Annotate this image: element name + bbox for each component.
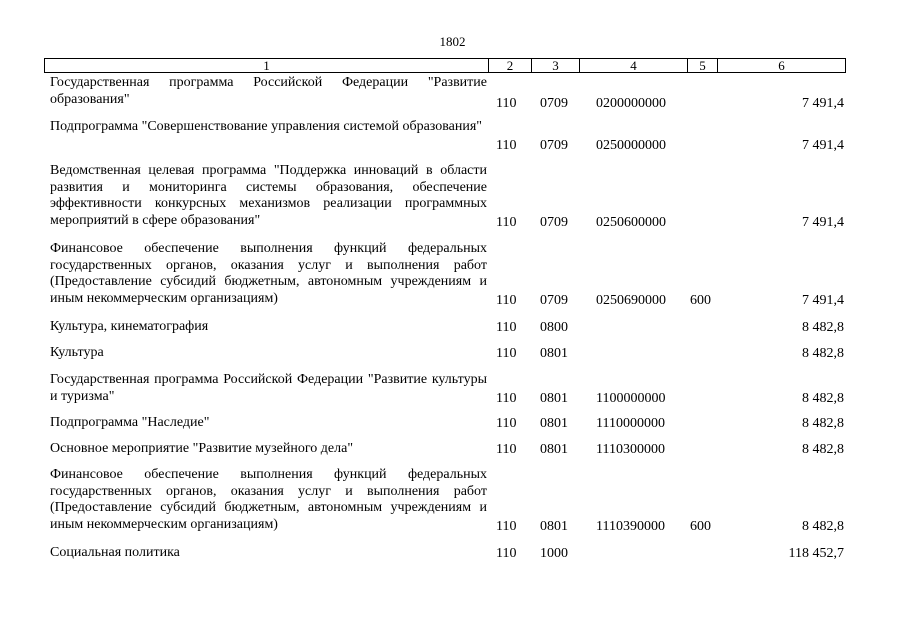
table-row [0,467,905,535]
row-col-6: 7 491,4 [802,292,844,308]
row-col-4: 1110390000 [596,518,665,534]
row-col-6: 7 491,4 [802,95,844,111]
row-col-4: 1110300000 [596,441,665,457]
row-col-6: 7 491,4 [802,137,844,153]
row-col-4: 1100000000 [596,390,666,406]
header-col-1: 1 [263,58,270,73]
row-description: Подпрограмма "Наследие" [50,415,210,430]
table-header [44,58,846,73]
header-col-5: 5 [699,58,706,73]
row-col-3: 0709 [540,214,568,230]
table-row [0,241,905,309]
row-col-2: 110 [496,545,517,561]
table-row [0,415,905,432]
row-description: Финансовое обеспечение выполнения функций федеральных государственных органов, оказания услуг и выполнения работ (Предоставление субсидий бюджетным, автономным учреждениям и иным некоммерческим организациям) [50,467,487,532]
row-col-3: 0801 [540,441,568,457]
row-col-6: 8 482,8 [802,518,844,534]
row-col-4: 0200000000 [596,95,666,111]
row-col-2: 110 [496,345,517,361]
table-row [0,372,905,407]
row-col-2: 110 [496,214,517,230]
table-row [0,75,905,112]
table-row [0,345,905,362]
page-number: 1802 [439,34,466,49]
row-col-2: 110 [496,292,517,308]
row-description: Государственная программа Российской Федерации "Развитие образования" [50,75,487,107]
row-col-2: 110 [496,518,517,534]
row-description: Культура [50,345,104,360]
row-col-6: 8 482,8 [802,345,844,361]
row-col-4: 0250600000 [596,214,666,230]
row-col-6: 118 452,7 [788,545,844,561]
row-col-2: 110 [496,319,517,335]
row-description: Финансовое обеспечение выполнения функций федеральных государственных органов, оказания услуг и выполнения работ (Предоставление субсидий бюджетным, автономным учреждениям и иным некоммерческим организациям) [50,241,487,306]
row-description: Основное мероприятие "Развитие музейного дела" [50,441,354,456]
row-col-2: 110 [496,415,517,431]
row-col-6: 8 482,8 [802,319,844,335]
row-col-5: 600 [690,292,711,308]
row-col-2: 110 [496,95,517,111]
row-col-6: 8 482,8 [802,415,844,431]
row-col-3: 0801 [540,518,568,534]
table-row [0,163,905,231]
row-col-4: 1110000000 [596,415,665,431]
row-col-3: 0709 [540,95,568,111]
row-description: Подпрограмма "Совершенствование управления системой образования" [50,119,483,134]
row-col-3: 1000 [540,545,568,561]
row-col-6: 8 482,8 [802,390,844,406]
row-col-3: 0801 [540,415,568,431]
row-col-2: 110 [496,441,517,457]
row-col-3: 0800 [540,319,568,335]
row-col-6: 7 491,4 [802,214,844,230]
row-description: Ведомственная целевая программа "Поддержка инноваций в области развития и мониторинга системы образования, обеспечение эффективности конкурсных механизмов реализации программных мероприятий в сфере образования" [50,163,487,228]
row-col-3: 0709 [540,137,568,153]
row-col-2: 110 [496,137,517,153]
table-row [0,545,905,562]
row-description: Социальная политика [50,545,180,560]
row-col-5: 600 [690,518,711,534]
row-col-3: 0801 [540,390,568,406]
row-description: Культура, кинематография [50,319,209,334]
row-col-3: 0709 [540,292,568,308]
row-col-2: 110 [496,390,517,406]
row-col-3: 0801 [540,345,568,361]
header-col-3: 3 [552,58,559,73]
table-row [0,441,905,458]
row-col-4: 0250690000 [596,292,666,308]
table-row [0,319,905,336]
row-col-4: 0250000000 [596,137,666,153]
row-col-6: 8 482,8 [802,441,844,457]
header-col-6: 6 [778,58,785,73]
row-description: Государственная программа Российской Федерации "Развитие культуры и туризма" [50,372,487,404]
header-col-4: 4 [630,58,637,73]
table-row [0,119,905,154]
header-col-2: 2 [506,58,514,73]
